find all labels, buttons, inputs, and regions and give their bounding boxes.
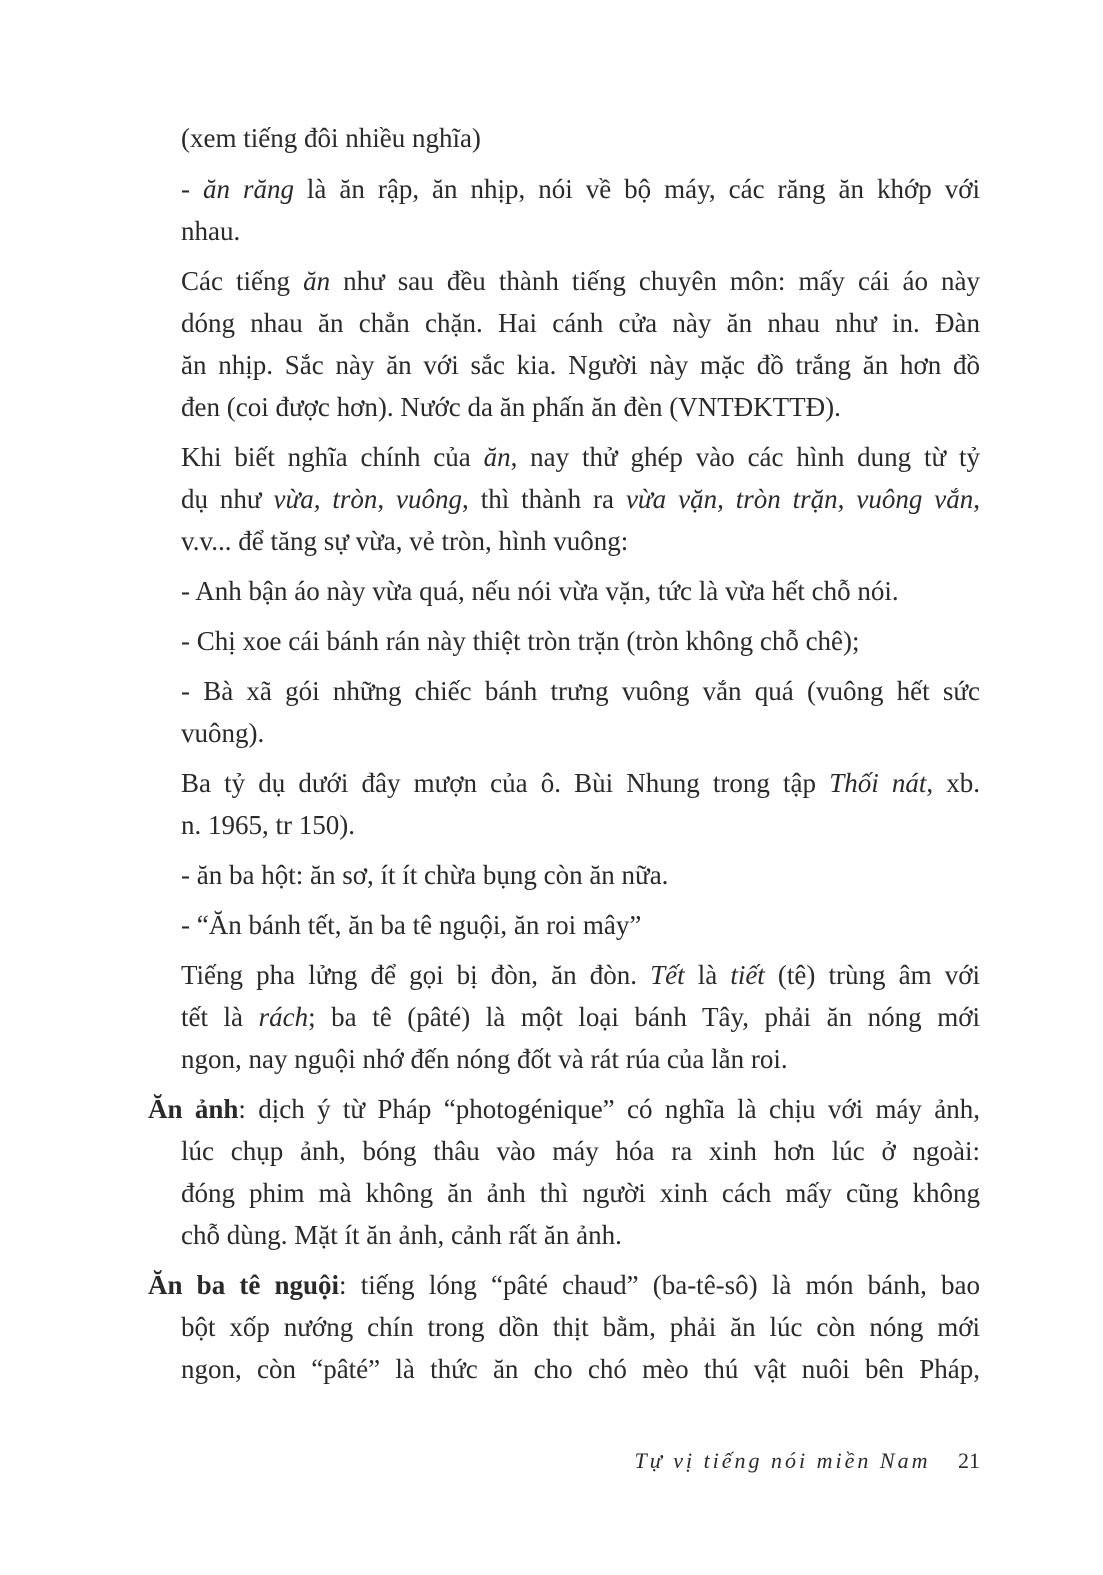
italic-term: vừa, tròn, vuông xyxy=(273,484,463,514)
italic-term: tiết xyxy=(730,960,765,990)
headword: Ăn ảnh xyxy=(148,1094,239,1124)
text-segment: v.v... để tăng sự vừa, vẻ tròn, hình vuông: xyxy=(181,526,629,556)
italic-term: ăn răng xyxy=(202,174,294,204)
italic-term: ăn xyxy=(303,266,331,296)
text-line xyxy=(181,1135,980,1167)
text-segment: : dịch ý từ Pháp “photogénique” có nghĩa là chịu với máy ảnh, xyxy=(238,1094,981,1124)
text-segment: là xyxy=(684,960,731,990)
text-segment: ngon, nay nguội nhớ đến nóng đốt và rát rúa của lằn roi. xyxy=(181,1044,788,1074)
text-segment: , nay thử ghép vào các hình dung từ tỷ xyxy=(510,442,980,472)
text-line xyxy=(181,625,980,657)
text-segment: , xb. xyxy=(926,768,980,798)
text-line xyxy=(181,575,980,607)
italic-term: rách xyxy=(258,1002,309,1032)
text-line xyxy=(181,1353,980,1385)
page-footer xyxy=(560,1448,980,1474)
text-line xyxy=(181,483,980,515)
text-segment: dóng nhau ăn chẳn chặn. Hai cánh cửa này ăn nhau như in. Đàn xyxy=(181,308,980,338)
text-segment: Ba tỷ dụ dưới đây mượn của ô. Bùi Nhung trong tập xyxy=(181,768,830,798)
text-line xyxy=(181,525,980,557)
text-segment: là ăn rập, ăn nhịp, nói về bộ máy, các răng ăn khớp với xyxy=(293,174,980,204)
italic-term: ăn xyxy=(483,442,511,472)
text-segment: ; ba tê (pâté) là một loại bánh Tây, phải ăn nóng mới xyxy=(308,1002,980,1032)
text-line xyxy=(181,307,980,339)
text-line xyxy=(181,265,980,297)
text-segment: n. 1965, tr 150). xyxy=(181,810,355,840)
text-segment: nhau. xyxy=(181,216,241,246)
text-line xyxy=(181,675,980,707)
text-line xyxy=(181,1043,980,1075)
text-segment: đen (coi được hơn). Nước da ăn phấn ăn đèn (VNTĐKTTĐ). xyxy=(181,392,841,422)
text-segment: - Anh bận áo này vừa quá, nếu nói vừa vặn, tức là vừa hết chỗ nói. xyxy=(181,576,899,606)
text-segment: lúc chụp ảnh, bóng thâu vào máy hóa ra xinh hơn lúc ở ngoài: xyxy=(181,1136,980,1166)
text-segment: (tê) trùng âm với xyxy=(764,960,980,990)
running-title: Tự vị tiếng nói miền Nam xyxy=(634,1448,931,1473)
text-line xyxy=(181,959,980,991)
text-segment: đóng phim mà không ăn ảnh thì người xinh cách mấy cũng không xyxy=(181,1178,980,1208)
text-segment: - ăn ba hột: ăn sơ, ít ít chừa bụng còn ăn nữa. xyxy=(181,860,669,890)
text-segment: , thì thành ra xyxy=(462,484,626,514)
text-segment: , xyxy=(973,484,980,514)
text-line xyxy=(181,809,980,841)
text-segment: Các tiếng xyxy=(181,266,304,296)
text-line xyxy=(181,215,980,247)
text-line xyxy=(181,1219,980,1251)
italic-term: Thối nát xyxy=(829,768,927,798)
italic-term: vừa vặn, tròn trặn, vuông vắn xyxy=(625,484,974,514)
text-segment: vuông). xyxy=(181,718,265,748)
text-segment: chỗ dùng. Mặt ít ăn ảnh, cảnh rất ăn ảnh. xyxy=(181,1220,622,1250)
text-segment: (xem tiếng đôi nhiều nghĩa) xyxy=(181,123,481,153)
text-line xyxy=(181,122,980,154)
text-segment: bột xốp nướng chín trong dồn thịt bằm, phải ăn lúc còn nóng mới xyxy=(181,1312,980,1342)
text-line xyxy=(181,909,980,941)
text-segment: ngon, còn “pâté” là thức ăn cho chó mèo thú vật nuôi bên Pháp, xyxy=(181,1354,980,1384)
text-line xyxy=(181,349,980,381)
text-line xyxy=(181,1311,980,1343)
text-segment: ăn nhịp. Sắc này ăn với sắc kia. Người này mặc đồ trắng ăn hơn đồ xyxy=(181,350,980,380)
text-segment: Tiếng pha lửng để gọi bị đòn, ăn đòn. xyxy=(181,960,651,990)
text-line xyxy=(181,441,980,473)
text-line xyxy=(181,1001,980,1033)
text-line xyxy=(181,767,980,799)
text-segment: : tiếng lóng “pâté chaud” (ba-tê-sô) là món bánh, bao xyxy=(339,1270,981,1300)
text-segment: - Chị xoe cái bánh rán này thiệt tròn trặn (tròn không chỗ chê); xyxy=(181,626,860,656)
text-segment: như sau đều thành tiếng chuyên môn: mấy cái áo này xyxy=(330,266,980,296)
page-number: 21 xyxy=(958,1448,980,1473)
text-line xyxy=(181,173,980,205)
entry-first-line xyxy=(148,1093,980,1125)
text-line xyxy=(181,717,980,749)
text-line xyxy=(181,859,980,891)
text-line xyxy=(181,1177,980,1209)
italic-term: Tết xyxy=(650,960,685,990)
text-segment: - “Ăn bánh tết, ăn ba tê nguội, ăn roi mây” xyxy=(181,910,642,940)
text-segment: - xyxy=(181,174,203,204)
text-line xyxy=(181,391,980,423)
text-segment: tết là xyxy=(181,1002,259,1032)
headword: Ăn ba tê nguội xyxy=(148,1270,340,1300)
text-segment: - Bà xã gói những chiếc bánh trưng vuông vắn quá (vuông hết sức xyxy=(181,676,980,706)
text-segment: Khi biết nghĩa chính của xyxy=(181,442,484,472)
entry-first-line xyxy=(148,1269,980,1301)
text-segment: dụ như xyxy=(181,484,274,514)
